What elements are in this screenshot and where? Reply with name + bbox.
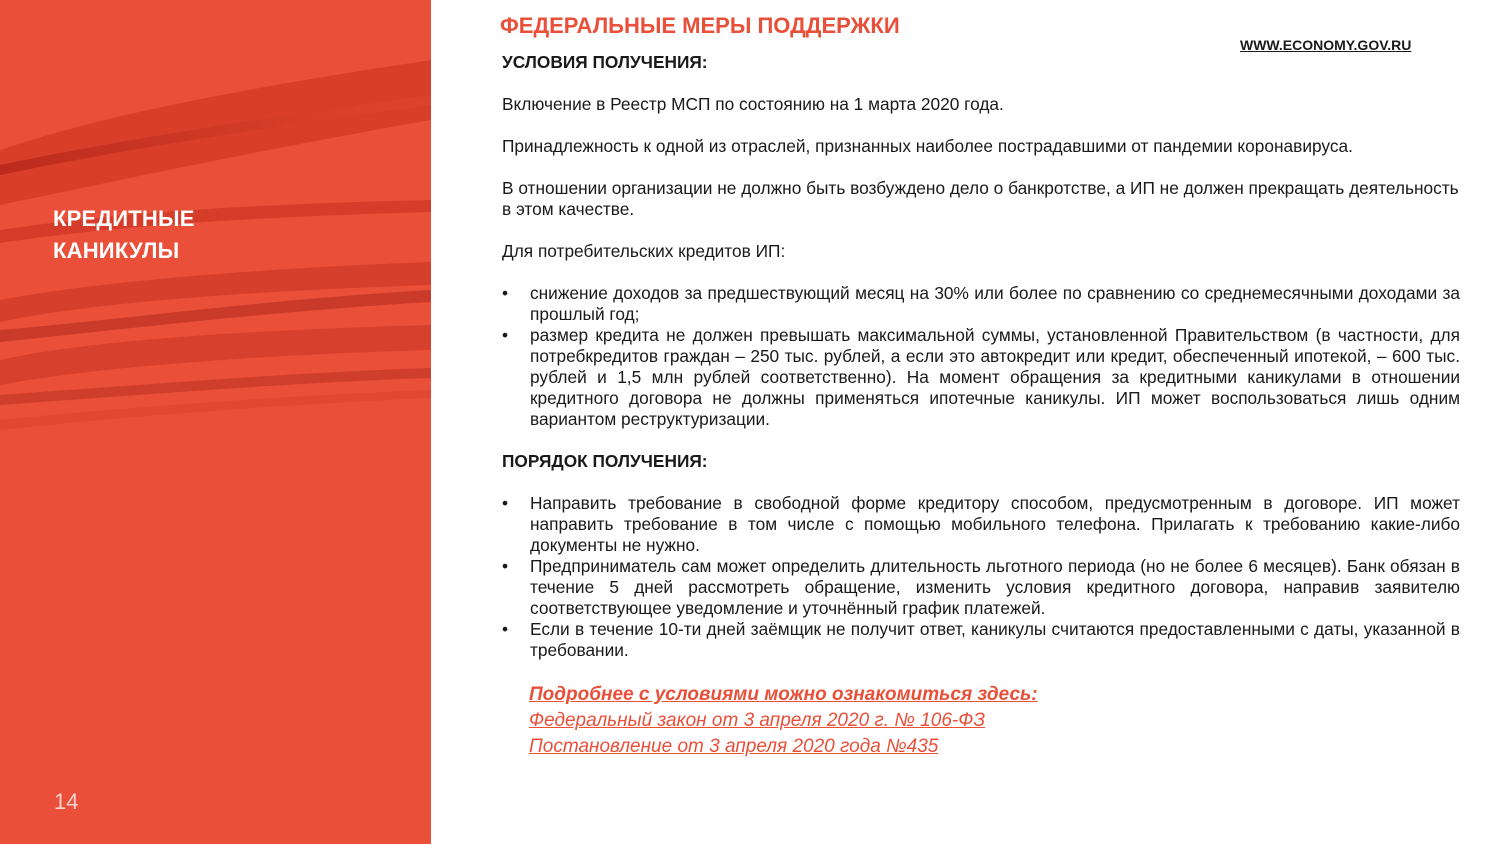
list-item-text: Предприниматель сам может определить длительность льготного периода (но не более 6 месяцев). Банк обязан в течение 5 дней рассмотреть обращение, изменить условия кредитного договора, направив заявителю соответствующее уведомление и уточнённый график платежей.: [530, 556, 1460, 618]
brush-stroke-decoration: [0, 0, 431, 844]
list-item-text: снижение доходов за предшествующий месяц на 30% или более по сравнению со среднемесячными доходами за прошлый год;: [530, 283, 1460, 324]
list-item: [502, 325, 1460, 430]
links-block: [502, 682, 1460, 760]
conditions-paragraph: Принадлежность к одной из отраслей, признанных наиболее пострадавшими от пандемии коронавируса.: [502, 136, 1353, 156]
sidebar-title-line-2: КАНИКУЛЫ: [53, 238, 180, 263]
list-item-text: размер кредита не должен превышать максимальной суммы, установленной Правительством (в частности, для потребкредитов граждан – 250 тыс. рублей, а если это автокредит или кредит, обеспеченный ипотекой, – 600 тыс. рублей и 1,5 млн рублей соответственно). На момент обращения за кредитными каникулами в отношении кредитного договора не должны применяться ипотечные каникулы. ИП может воспользоваться лишь одним вариантом реструктуризации.: [530, 325, 1460, 429]
conditions-paragraph: В отношении организации не должно быть возбуждено дело о банкротстве, а ИП не должен прекращать деятельность в этом качестве.: [502, 178, 1459, 219]
conditions-bullet-list: [502, 283, 1460, 430]
sidebar-title: [53, 203, 195, 267]
bullet-icon: •: [502, 283, 509, 303]
bullet-icon: •: [502, 325, 509, 345]
conditions-paragraph: Включение в Реестр МСП по состоянию на 1 марта 2020 года.: [502, 94, 1004, 114]
procedure-bullet-list: [502, 493, 1460, 661]
more-info-link[interactable]: Подробнее с условиями можно ознакомиться здесь:: [529, 684, 1038, 705]
conditions-paragraph: Для потребительских кредитов ИП:: [502, 241, 786, 261]
list-item-text: Если в течение 10-ти дней заёмщик не получит ответ, каникулы считаются предоставленными с даты, указанной в требовании.: [530, 619, 1460, 660]
list-item: [502, 283, 1460, 325]
list-item: [502, 493, 1460, 556]
procedure-heading: ПОРЯДОК ПОЛУЧЕНИЯ:: [502, 451, 708, 471]
sidebar-title-line-1: КРЕДИТНЫЕ: [53, 206, 195, 231]
main-content: [502, 52, 1460, 760]
resolution-link[interactable]: Постановление от 3 апреля 2020 года №435: [529, 736, 939, 757]
list-item: [502, 619, 1460, 661]
list-item: [502, 556, 1460, 619]
sidebar-panel: [0, 0, 431, 844]
bullet-icon: •: [502, 556, 509, 576]
page-number: 14: [54, 789, 79, 814]
bullet-icon: •: [502, 493, 509, 513]
conditions-heading: УСЛОВИЯ ПОЛУЧЕНИЯ:: [502, 52, 708, 72]
list-item-text: Направить требование в свободной форме кредитору способом, предусмотренным в договоре. ИП может направить требование в том числе с помощью мобильного телефона. Прилагать к требованию какие-либо документы не нужно.: [530, 493, 1460, 555]
page-title: ФЕДЕРАЛЬНЫЕ МЕРЫ ПОДДЕРЖКИ: [500, 13, 900, 38]
site-url-link[interactable]: WWW.ECONOMY.GOV.RU: [1240, 37, 1412, 53]
federal-law-link[interactable]: Федеральный закон от 3 апреля 2020 г. № 106-ФЗ: [529, 710, 985, 731]
bullet-icon: •: [502, 619, 509, 639]
